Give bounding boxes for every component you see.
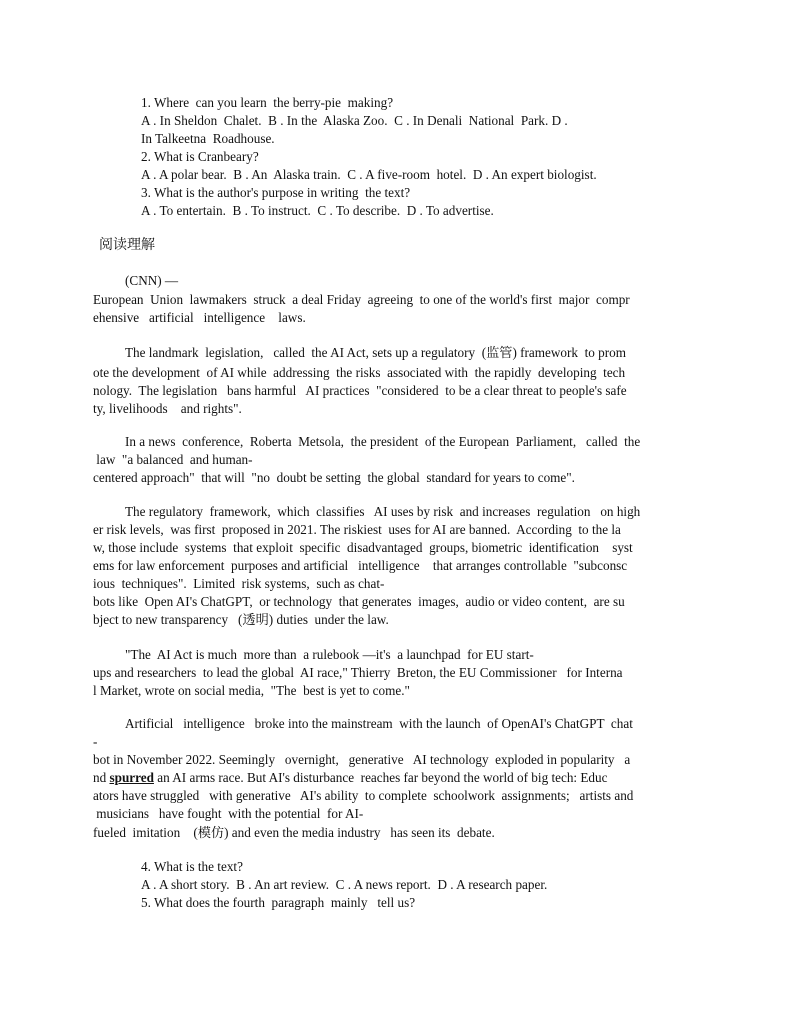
question-4-options: A . A short story. B . An art review. C . A news report. D . A research paper.	[141, 877, 548, 892]
p3-line: centered approach" that will "no doubt be setting the global standard for years to come".	[93, 470, 575, 485]
section-heading: 阅读理解	[99, 237, 155, 253]
p4-line: The regulatory framework, which classifies AI uses by risk and increases regulation on high	[125, 504, 641, 519]
question-3: 3. What is the author's purpose in writing the text?	[141, 185, 411, 200]
p6-text: an AI arms race. But AI's disturbance reaches far beyond the world of big tech: Educ	[153, 770, 608, 785]
p6-text: nd	[93, 770, 110, 785]
p5-line: l Market, wrote on social media, "The best is yet to come."	[93, 683, 410, 698]
p6-line: musicians have fought with the potential for AI-	[93, 806, 364, 821]
p4-line: ems for law enforcement purposes and artificial intelligence that arranges controllable "subconsc	[93, 558, 628, 573]
p2-line: ote the development of AI while addressing the risks associated with the rapidly developing tech	[93, 365, 626, 380]
p2-line: The landmark legislation, called the AI Act, sets up a regulatory (监管) framework to prom	[125, 345, 626, 360]
p1-line: European Union lawmakers struck a deal Friday agreeing to one of the world's first major compr	[93, 292, 630, 307]
question-1-options-cont: In Talkeetna Roadhouse.	[141, 131, 275, 146]
p3-line: In a news conference, Roberta Metsola, the president of the European Parliament, called the	[125, 434, 641, 449]
p4-line: er risk levels, was first proposed in 2021. The riskiest uses for AI are banned. According to the la	[93, 522, 621, 537]
p4-line: w, those include systems that exploit specific disadvantaged groups, biometric identification syst	[93, 540, 633, 555]
p6-line: ators have struggled with generative AI's ability to complete schoolwork assignments; artists and	[93, 788, 634, 803]
question-3-options: A . To entertain. B . To instruct. C . To describe. D . To advertise.	[141, 203, 494, 218]
p6-line: -	[93, 734, 98, 749]
p1-line: ehensive artificial intelligence laws.	[93, 310, 306, 325]
p4-line: bject to new transparency (透明) duties under the law.	[93, 612, 389, 627]
question-2: 2. What is Cranbeary?	[141, 149, 259, 164]
p3-line: law "a balanced and human-	[93, 452, 253, 467]
p6-line: fueled imitation (模仿) and even the media industry has seen its debate.	[93, 825, 495, 840]
p6-line-spurred	[93, 769, 607, 787]
p5-line: ups and researchers to lead the global AI race," Thierry Breton, the EU Commissioner for Interna	[93, 665, 623, 680]
p5-line: "The AI Act is much more than a rulebook —it's a launchpad for EU start-	[125, 647, 534, 662]
p6-line: Artificial intelligence broke into the mainstream with the launch of OpenAI's ChatGPT chat	[125, 716, 633, 731]
question-5: 5. What does the fourth paragraph mainly tell us?	[141, 895, 416, 910]
question-1: 1. Where can you learn the berry-pie making?	[141, 95, 394, 110]
p4-line: bots like Open AI's ChatGPT, or technology that generates images, audio or video content, are su	[93, 594, 625, 609]
question-4: 4. What is the text?	[141, 859, 243, 874]
article-source: (CNN) —	[125, 273, 179, 288]
p6-line: bot in November 2022. Seemingly overnight, generative AI technology exploded in popularity a	[93, 752, 631, 767]
p2-line: ty, livelihoods and rights".	[93, 401, 242, 416]
p4-line: ious techniques". Limited risk systems, such as chat-	[93, 576, 385, 591]
p2-line: nology. The legislation bans harmful AI practices "considered to be a clear threat to people's safe	[93, 383, 627, 398]
question-1-options: A . In Sheldon Chalet. B . In the Alaska Zoo. C . In Denali National Park. D .	[141, 113, 568, 128]
underlined-word-spurred: spurred	[109, 770, 154, 785]
question-2-options: A . A polar bear. B . An Alaska train. C . A five-room hotel. D . An expert biologist.	[141, 167, 597, 182]
